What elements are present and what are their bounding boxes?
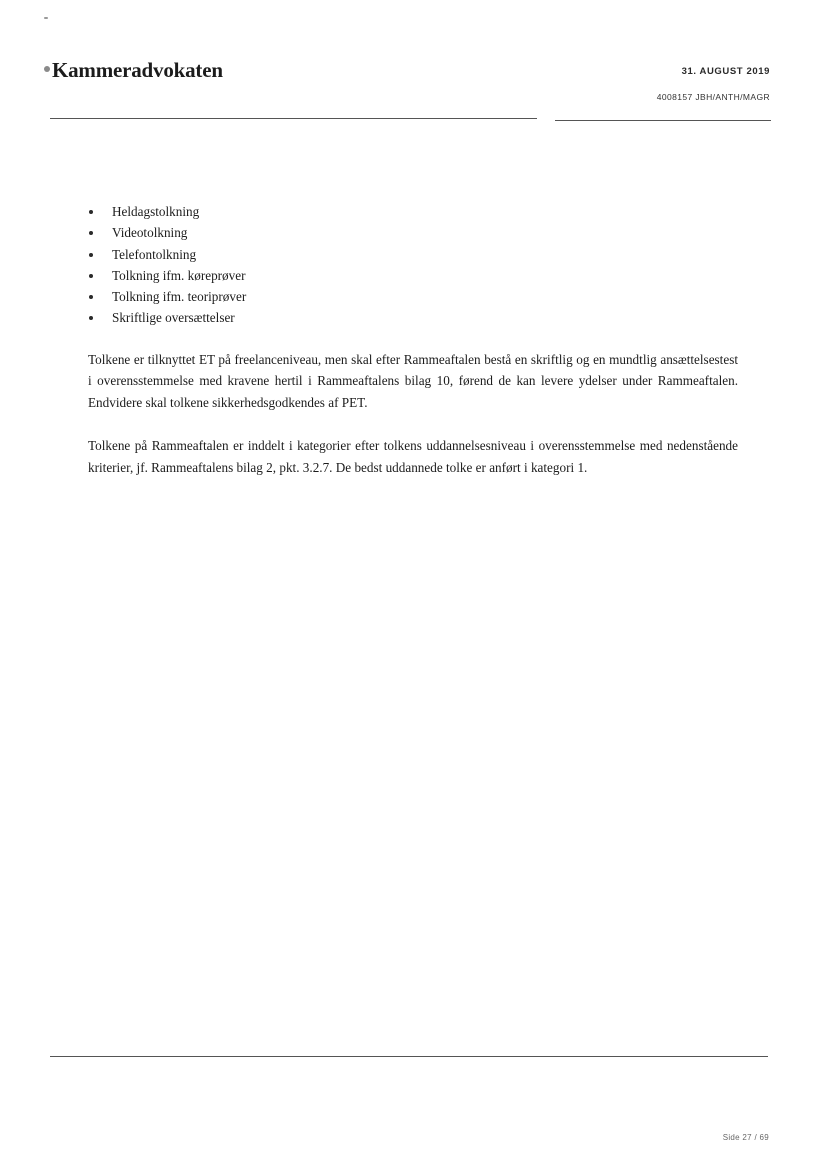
bullet-icon bbox=[89, 316, 93, 320]
bullet-icon bbox=[89, 253, 93, 257]
header-divider-right bbox=[555, 120, 771, 121]
scan-artifact bbox=[44, 17, 48, 19]
list-item: Skriftlige oversættelser bbox=[88, 307, 738, 328]
bullet-icon bbox=[89, 295, 93, 299]
header-divider-left bbox=[50, 118, 537, 119]
page-number: Side 27 / 69 bbox=[722, 1133, 769, 1142]
paragraph: Tolkene på Rammeaftalen er inddelt i kategorier efter tolkens uddannelsesniveau i overensstemmelse med nedenstående kriterier, jf. Rammeaftalens bilag 2, pkt. 3.2.7. De bedst uddannede tolke er anført i kategori 1. bbox=[88, 437, 738, 475]
document-reference: 4008157 JBH/ANTH/MAGR bbox=[656, 92, 770, 102]
list-item: Tolkning ifm. teoriprøver bbox=[88, 286, 738, 307]
service-list bbox=[88, 201, 738, 329]
logo bbox=[44, 58, 223, 83]
list-item: Telefontolkning bbox=[88, 244, 738, 265]
footer-divider bbox=[50, 1056, 768, 1057]
bullet-icon bbox=[89, 231, 93, 235]
document-date: 31. AUGUST 2019 bbox=[681, 66, 770, 77]
bullet-icon bbox=[89, 210, 93, 214]
paragraph: Tolkene er tilknyttet ET på freelanceniveau, men skal efter Rammeaftalen bestå en skriftlig og en mundtlig ansættelsestest i overensstemmelse med kravene hertil i Rammeaftalens bilag 10, førend de kan levere ydelser under Rammeaftalen. Endvidere skal tolkene sikkerhedsgodkendes af PET. bbox=[88, 351, 738, 411]
list-item: Heldagstolkning bbox=[88, 201, 738, 222]
logo-mark-icon bbox=[44, 66, 50, 72]
list-item: Tolkning ifm. køreprøver bbox=[88, 265, 738, 286]
logo-text: Kammeradvokaten bbox=[52, 58, 223, 82]
list-item: Videotolkning bbox=[88, 222, 738, 243]
bullet-icon bbox=[89, 274, 93, 278]
document-body bbox=[88, 201, 738, 478]
